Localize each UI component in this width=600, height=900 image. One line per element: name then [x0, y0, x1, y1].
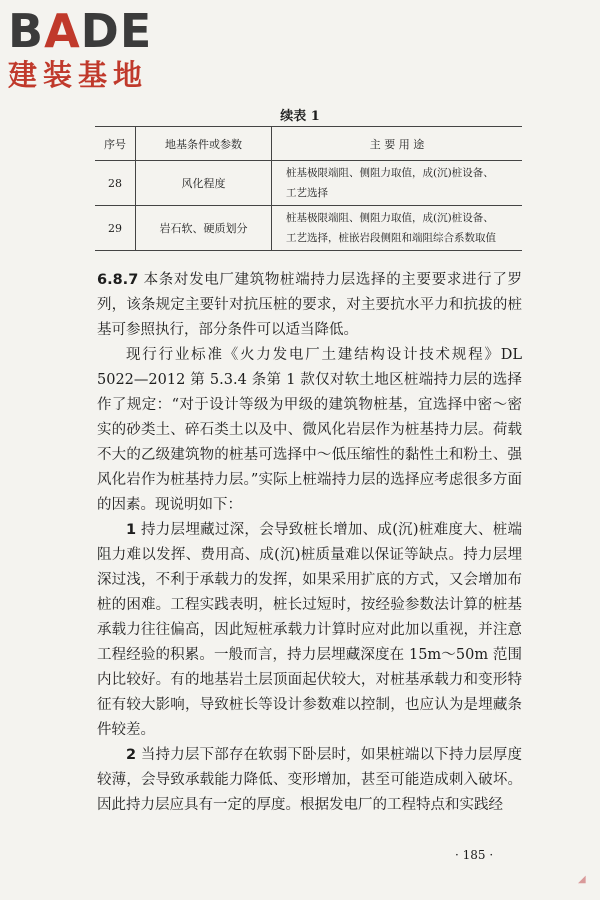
row-condition: 岩石软、硬质划分 — [136, 206, 272, 251]
paragraph: 现行行业标准《火力发电厂土建结构设计技术规程》DL 5022—2012 第 5.3.4 条第 1 款仅对软土地区桩端持力层的选择作了规定：“对于设计等级为甲级的建筑物桩基，宜选择中密～密实的砂类土、碎石类土以及中、微风化岩层作为桩基持力层。荷载不大的乙级建筑物的桩基可选择中～低压缩性的黏性土和粉土、强风化岩作为桩基持力层。”实际上桩端持力层的选择应考虑很多方面的因素。现说明如下： — [97, 347, 522, 513]
body-text — [97, 268, 522, 818]
row-use: 桩基极限端阻、侧阻力取值，成(沉)桩设备、 工艺选择 — [272, 161, 523, 206]
logo-chinese: 建装基地 — [8, 58, 149, 92]
paragraph-section: 6.8.7 本条对发电厂建筑物桩端持力层选择的主要要求进行了罗列，该条规定主要针对抗压桩的要求，对主要抗水平力和抗拔的桩基可参照执行，部分条件可以适当降低。 — [97, 272, 523, 338]
brand-logo — [8, 6, 152, 92]
row-use: 桩基极限端阻、侧阻力取值，成(沉)桩设备、 工艺选择，桩嵌岩段侧阻和端阻综合系数取值 — [272, 206, 523, 251]
corner-mark-icon: ◢ — [578, 874, 586, 885]
row-no: 28 — [95, 161, 136, 206]
row-condition: 风化程度 — [136, 161, 272, 206]
header-condition: 地基条件或参数 — [136, 127, 272, 161]
page-number: · 185 · — [455, 848, 494, 862]
header-no: 序号 — [95, 127, 136, 161]
item-number: 1 — [126, 522, 137, 538]
logo-latin: BADE — [8, 4, 153, 58]
item-number: 2 — [126, 747, 137, 763]
continued-table — [95, 126, 522, 251]
table-row — [95, 206, 522, 251]
table-row — [95, 161, 522, 206]
table-header-row — [95, 127, 522, 161]
table-caption: 续表 1 — [280, 109, 320, 124]
row-no: 29 — [95, 206, 136, 251]
paragraph-item-1: 1 持力层埋藏过深，会导致桩长增加、成(沉)桩难度大、桩端阻力难以发挥、费用高、成(沉)桩质量难以保证等缺点。持力层埋深过浅，不利于承载力的发挥，如果采用扩底的方式，又会增加布桩的困难。工程实践表明，桩长过短时，按经验参数法计算的桩基承载力往往偏高，因此短桩承载力计算时应对此加以重视，并注意工程经验的积累。一般而言，持力层埋藏深度在 15m～50m 范围内比较好。有的地基岩土层顶面起伏较大，对桩基承载力和变形特征有较大影响，导致桩长等设计参数难以控制，也应认为是埋藏条件较差。 — [97, 522, 523, 738]
header-use: 主 要 用 途 — [272, 127, 523, 161]
paragraph-item-2: 2 当持力层下部存在软弱下卧层时，如果桩端以下持力层厚度较薄，会导致承载能力降低、变形增加，甚至可能造成刺入破坏。因此持力层应具有一定的厚度。根据发电厂的工程特点和实践经 — [97, 747, 523, 813]
section-number: 6.8.7 — [97, 272, 139, 288]
